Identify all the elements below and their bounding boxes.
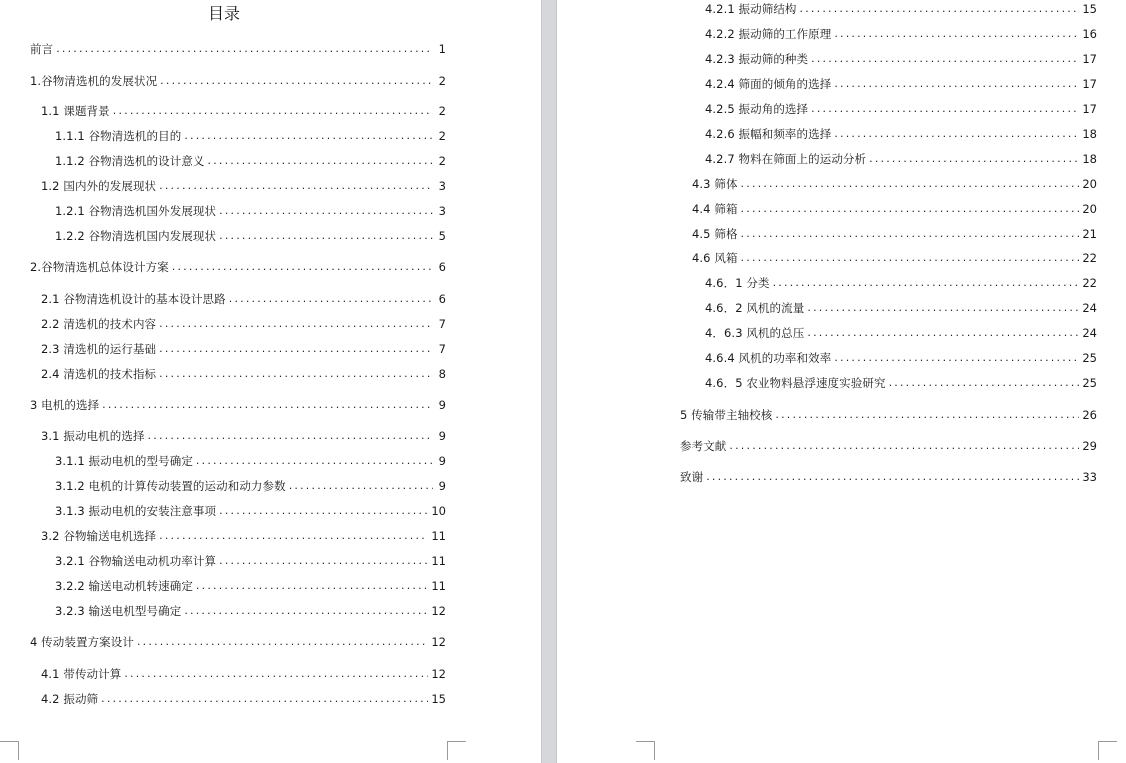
toc-entry-page-number: 6 — [438, 292, 446, 306]
toc-leader-dots — [289, 478, 433, 494]
toc-leader-dots — [56, 41, 433, 57]
toc-entry[interactable] — [41, 103, 446, 119]
toc-entry-page-number: 24 — [1082, 326, 1097, 340]
toc-entry[interactable] — [41, 691, 446, 707]
toc-leader-dots — [800, 1, 1080, 17]
toc-entry[interactable] — [705, 126, 1097, 142]
toc-entry-label: 4．6.3 风机的总压 — [705, 326, 805, 340]
toc-entry-page-number: 2 — [438, 154, 446, 168]
toc-entry-label: 2.谷物清选机总体设计方案 — [30, 260, 169, 274]
toc-leader-dots — [219, 503, 428, 519]
toc-entry-label: 4.1 带传动计算 — [41, 667, 122, 681]
toc-leader-dots — [811, 51, 1079, 67]
toc-entry[interactable] — [55, 478, 446, 494]
toc-entry-label: 3.1.1 振动电机的型号确定 — [55, 454, 193, 468]
toc-entry-label: 1.1 课题背景 — [41, 104, 110, 118]
toc-leader-dots — [113, 103, 433, 119]
toc-leader-dots — [706, 469, 1079, 485]
toc-entry-label: 1.1.1 谷物清选机的目的 — [55, 129, 182, 143]
toc-entry[interactable] — [680, 438, 1097, 454]
toc-entry[interactable] — [41, 341, 446, 357]
toc-entry[interactable] — [705, 375, 1097, 391]
toc-entry-page-number: 17 — [1082, 102, 1097, 116]
toc-leader-dots — [741, 226, 1080, 242]
toc-entry[interactable] — [705, 1, 1097, 17]
toc-leader-dots — [219, 553, 428, 569]
toc-entry[interactable] — [705, 275, 1097, 291]
toc-entry-page-number: 22 — [1082, 251, 1097, 265]
toc-title: 目录 — [207, 4, 240, 23]
toc-entry[interactable] — [705, 101, 1097, 117]
toc-entry-page-number: 2 — [438, 74, 446, 88]
toc-entry-label: 2.3 清选机的运行基础 — [41, 342, 157, 356]
toc-entry-page-number: 15 — [1082, 2, 1097, 16]
toc-entry-label: 3.1.2 电机的计算传动装置的运动和动力参数 — [55, 479, 286, 493]
toc-entry-label: 4.5 筛格 — [692, 227, 738, 241]
toc-entry-label: 4.2.2 振动筛的工作原理 — [705, 27, 832, 41]
toc-leader-dots — [184, 128, 433, 144]
toc-entry-page-number: 2 — [438, 104, 446, 118]
toc-leader-dots — [172, 259, 433, 275]
toc-entry-label: 4.3 筛体 — [692, 177, 738, 191]
toc-entry-page-number: 24 — [1082, 301, 1097, 315]
toc-entry-page-number: 11 — [431, 529, 446, 543]
toc-entry-label: 4.6 风箱 — [692, 251, 738, 265]
toc-leader-dots — [159, 366, 433, 382]
toc-entry-page-number: 10 — [431, 504, 446, 518]
toc-entry-label: 前言 — [30, 42, 54, 56]
toc-entry[interactable] — [55, 453, 446, 469]
toc-leader-dots — [741, 250, 1080, 266]
toc-leader-dots — [773, 275, 1080, 291]
toc-entry[interactable] — [55, 503, 446, 519]
toc-entry[interactable] — [55, 203, 446, 219]
toc-entry-label: 3.1.3 振动电机的安装注意事项 — [55, 504, 217, 518]
toc-entry[interactable] — [692, 250, 1097, 266]
toc-entry-page-number: 18 — [1082, 127, 1097, 141]
toc-entry[interactable] — [705, 300, 1097, 316]
toc-entry[interactable] — [41, 366, 446, 382]
toc-entry-page-number: 20 — [1082, 202, 1097, 216]
toc-entry-page-number: 33 — [1082, 470, 1097, 484]
toc-entry-label: 4.6．5 农业物料悬浮速度实验研究 — [705, 376, 886, 390]
page-corner-mark — [636, 741, 655, 760]
toc-entry[interactable] — [692, 176, 1097, 192]
toc-entry[interactable] — [55, 153, 446, 169]
toc-entry[interactable] — [705, 325, 1097, 341]
toc-entry-label: 3.2.1 谷物输送电动机功率计算 — [55, 554, 217, 568]
toc-entry-label: 4 传动装置方案设计 — [30, 635, 134, 649]
toc-entry-label: 3.2.3 输送电机型号确定 — [55, 604, 182, 618]
toc-entry-page-number: 11 — [431, 554, 446, 568]
toc-leader-dots — [834, 350, 1079, 366]
toc-entry[interactable] — [692, 201, 1097, 217]
toc-entry[interactable] — [705, 151, 1097, 167]
toc-entry-page-number: 11 — [431, 579, 446, 593]
toc-leader-dots — [834, 126, 1079, 142]
toc-entry-page-number: 12 — [431, 667, 446, 681]
toc-entry[interactable] — [30, 634, 446, 650]
toc-entry-page-number: 7 — [438, 317, 446, 331]
toc-entry-label: 4.2.6 振幅和频率的选择 — [705, 127, 832, 141]
page-corner-mark — [0, 741, 19, 760]
toc-entry-page-number: 3 — [438, 179, 446, 193]
toc-entry-page-number: 8 — [438, 367, 446, 381]
toc-leader-dots — [101, 691, 428, 707]
toc-entry[interactable] — [55, 128, 446, 144]
toc-entry-label: 5 传输带主轴校核 — [680, 408, 773, 422]
toc-entry-page-number: 16 — [1082, 27, 1097, 41]
document-page-left — [0, 0, 541, 763]
toc-entry[interactable] — [55, 578, 446, 594]
toc-entry-page-number: 20 — [1082, 177, 1097, 191]
toc-leader-dots — [196, 453, 433, 469]
toc-leader-dots — [807, 300, 1079, 316]
toc-leader-dots — [159, 528, 428, 544]
toc-entry-label: 2.1 谷物清选机设计的基本设计思路 — [41, 292, 226, 306]
toc-entry-label: 4.2.1 振动筛结构 — [705, 2, 797, 16]
page-gutter — [541, 0, 557, 763]
toc-leader-dots — [137, 634, 428, 650]
toc-leader-dots — [741, 201, 1080, 217]
toc-entry-page-number: 25 — [1082, 351, 1097, 365]
page-corner-mark — [447, 741, 466, 760]
toc-entry-page-number: 9 — [438, 479, 446, 493]
toc-entry[interactable] — [30, 41, 446, 57]
toc-entry-page-number: 15 — [431, 692, 446, 706]
toc-entry-label: 4.2.4 筛面的倾角的选择 — [705, 77, 832, 91]
toc-entry-page-number: 9 — [438, 429, 446, 443]
toc-entry-page-number: 21 — [1082, 227, 1097, 241]
toc-entry-label: 3 电机的选择 — [30, 398, 100, 412]
toc-entry[interactable] — [30, 397, 446, 413]
toc-entry[interactable] — [680, 469, 1097, 485]
toc-entry-label: 1.谷物清选机的发展状况 — [30, 74, 158, 88]
toc-entry-label: 4.2.3 振动筛的种类 — [705, 52, 809, 66]
toc-entry[interactable] — [41, 316, 446, 332]
toc-entry[interactable] — [705, 350, 1097, 366]
toc-leader-dots — [124, 666, 428, 682]
toc-leader-dots — [219, 228, 433, 244]
toc-entry[interactable] — [705, 26, 1097, 42]
toc-entry-label: 1.2.2 谷物清选机国内发展现状 — [55, 229, 217, 243]
toc-entry[interactable] — [41, 178, 446, 194]
toc-entry-label: 4.2 振动筛 — [41, 692, 99, 706]
toc-entry-label: 3.2.2 输送电动机转速确定 — [55, 579, 193, 593]
toc-entry-page-number: 12 — [431, 604, 446, 618]
toc-entry-label: 4.6.4 风机的功率和效率 — [705, 351, 832, 365]
toc-entry[interactable] — [55, 603, 446, 619]
toc-entry[interactable] — [41, 428, 446, 444]
toc-leader-dots — [208, 153, 433, 169]
toc-entry-label: 1.2 国内外的发展现状 — [41, 179, 157, 193]
toc-entry-page-number: 3 — [438, 204, 446, 218]
toc-leader-dots — [229, 291, 433, 307]
toc-entry[interactable] — [55, 553, 446, 569]
toc-entry[interactable] — [41, 291, 446, 307]
toc-entry-page-number: 18 — [1082, 152, 1097, 166]
toc-entry-page-number: 5 — [438, 229, 446, 243]
toc-entry-page-number: 22 — [1082, 276, 1097, 290]
toc-entry[interactable] — [705, 76, 1097, 92]
toc-leader-dots — [729, 438, 1079, 454]
toc-leader-dots — [219, 203, 433, 219]
toc-entry-label: 4.6．1 分类 — [705, 276, 770, 290]
toc-entry-label: 3.2 谷物输送电机选择 — [41, 529, 157, 543]
toc-leader-dots — [869, 151, 1079, 167]
toc-leader-dots — [159, 341, 433, 357]
toc-leader-dots — [148, 428, 433, 444]
toc-entry[interactable] — [705, 51, 1097, 67]
toc-entry-label: 2.4 清选机的技术指标 — [41, 367, 157, 381]
toc-entry-page-number: 6 — [438, 260, 446, 274]
toc-leader-dots — [811, 101, 1079, 117]
toc-entry[interactable] — [30, 73, 446, 89]
toc-entry-label: 2.2 清选机的技术内容 — [41, 317, 157, 331]
toc-entry-page-number: 17 — [1082, 52, 1097, 66]
toc-leader-dots — [196, 578, 428, 594]
toc-leader-dots — [184, 603, 428, 619]
toc-leader-dots — [160, 73, 433, 89]
toc-leader-dots — [741, 176, 1080, 192]
toc-entry[interactable] — [41, 528, 446, 544]
toc-entry-label: 致谢 — [680, 470, 704, 484]
toc-entry[interactable] — [680, 407, 1097, 423]
document-page-right — [557, 0, 1126, 763]
toc-entry-label: 参考文献 — [680, 439, 727, 453]
toc-entry-label: 4.2.7 物料在筛面上的运动分析 — [705, 152, 867, 166]
toc-leader-dots — [807, 325, 1079, 341]
toc-leader-dots — [834, 76, 1079, 92]
toc-entry-page-number: 17 — [1082, 77, 1097, 91]
toc-leader-dots — [102, 397, 433, 413]
toc-entry[interactable] — [692, 226, 1097, 242]
toc-entry[interactable] — [30, 259, 446, 275]
toc-entry[interactable] — [41, 666, 446, 682]
toc-leader-dots — [834, 26, 1079, 42]
toc-leader-dots — [775, 407, 1079, 423]
toc-entry-page-number: 12 — [431, 635, 446, 649]
toc-leader-dots — [159, 316, 433, 332]
toc-entry-label: 4.2.5 振动角的选择 — [705, 102, 809, 116]
toc-entry-label: 3.1 振动电机的选择 — [41, 429, 145, 443]
toc-entry-page-number: 9 — [438, 398, 446, 412]
toc-leader-dots — [889, 375, 1080, 391]
toc-entry-page-number: 9 — [438, 454, 446, 468]
toc-entry-label: 1.1.2 谷物清选机的设计意义 — [55, 154, 205, 168]
toc-entry-page-number: 1 — [438, 42, 446, 56]
toc-entry-label: 4.6．2 风机的流量 — [705, 301, 805, 315]
toc-entry-page-number: 29 — [1082, 439, 1097, 453]
toc-entry-page-number: 7 — [438, 342, 446, 356]
toc-entry-page-number: 26 — [1082, 408, 1097, 422]
toc-leader-dots — [159, 178, 433, 194]
toc-entry-label: 4.4 筛箱 — [692, 202, 738, 216]
toc-entry[interactable] — [55, 228, 446, 244]
toc-entry-label: 1.2.1 谷物清选机国外发展现状 — [55, 204, 217, 218]
toc-entry-page-number: 25 — [1082, 376, 1097, 390]
toc-entry-page-number: 2 — [438, 129, 446, 143]
page-corner-mark — [1098, 741, 1117, 760]
